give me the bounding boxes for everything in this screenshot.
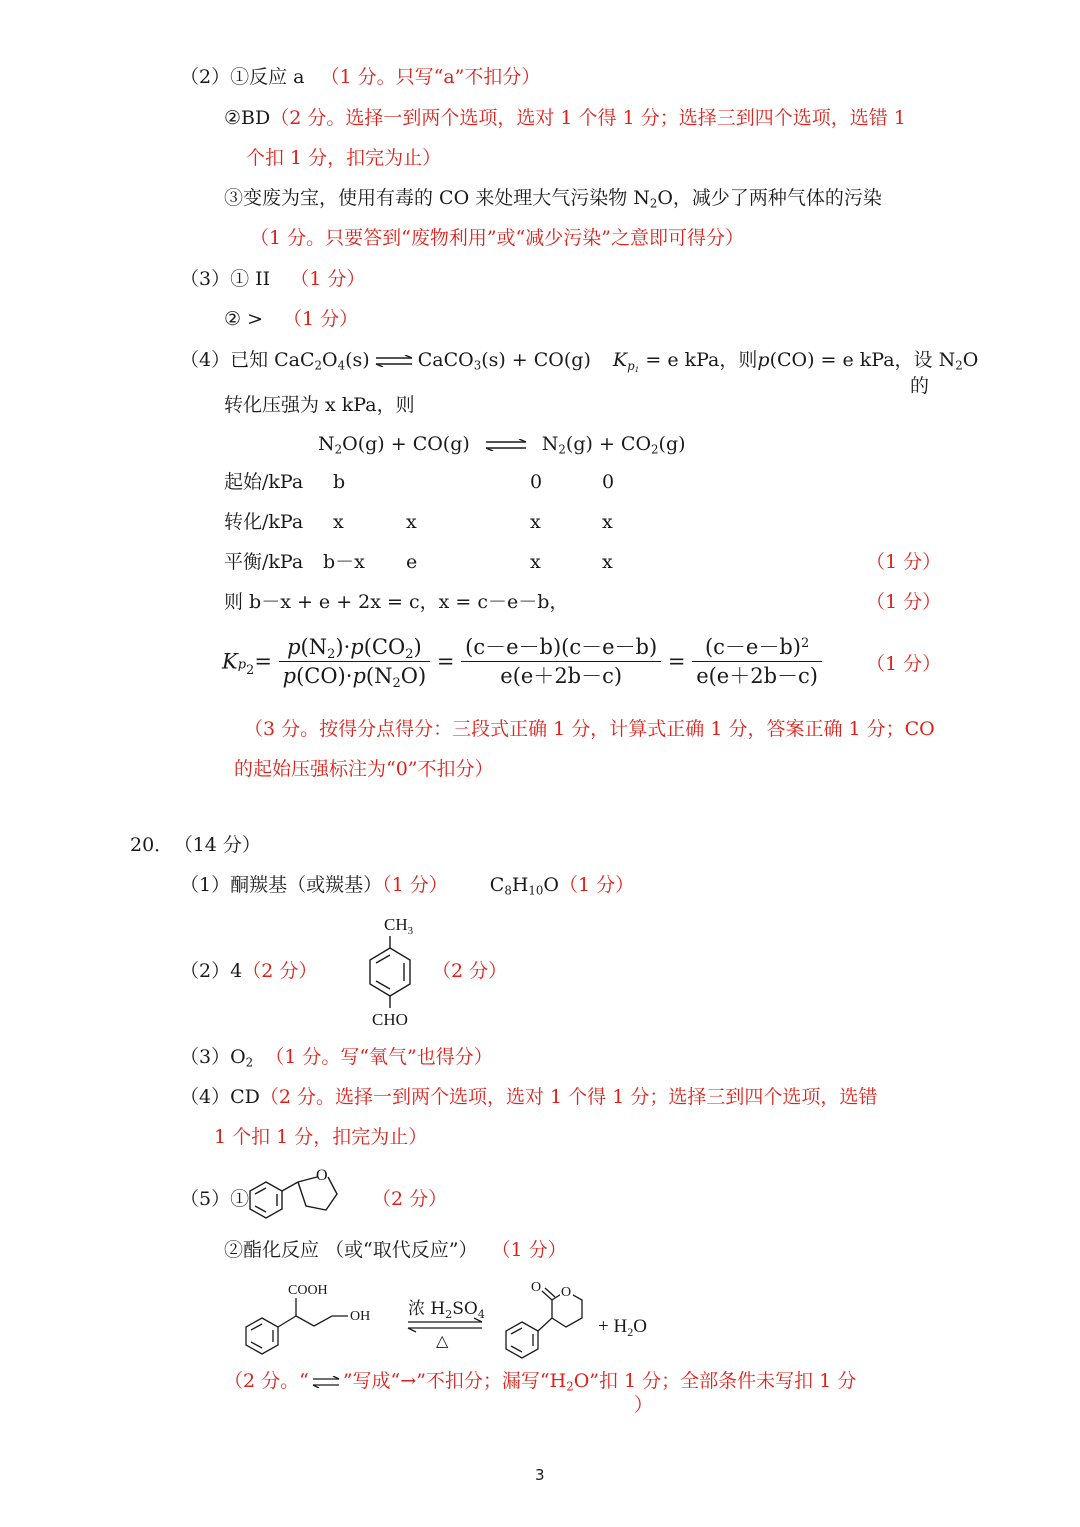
- kp2-fraction-2: $\frac{(c-e-b)(c-e-b)}{e(e+2b-c)}$: [461, 633, 661, 691]
- q19-p4-n2o: O: [962, 349, 979, 371]
- row-cell: x: [406, 511, 417, 533]
- oh-label: OH: [350, 1309, 371, 1324]
- q20-p3-number: （3）: [180, 1046, 231, 1068]
- lactone-ring-oxygen: O: [561, 1285, 572, 1300]
- page-number: 3: [535, 1466, 545, 1484]
- eq-left-n: N: [318, 433, 335, 455]
- eq-right-n: N: [541, 433, 559, 455]
- kp2-fraction-3: $\frac{(c-e-b)^2}{e(e+2b-c)}$: [692, 633, 822, 691]
- q19-p3-answer2: ② >: [224, 308, 263, 330]
- row-label: 转化/kPa: [224, 511, 304, 533]
- row-cell: x: [602, 551, 613, 573]
- cooh-label: COOH: [288, 1283, 328, 1298]
- q19-p3-line2: [224, 310, 358, 329]
- q19-p4-line2: 转化压强为 x kPa，则: [224, 394, 415, 416]
- row-cell: e: [406, 551, 418, 573]
- carbonyl-oxygen: O: [531, 1280, 542, 1295]
- q20-p5-s1: ①: [230, 1188, 250, 1210]
- p-methylbenzaldehyde-structure: [360, 912, 440, 1030]
- q20-p4: [180, 1088, 877, 1107]
- q19-p2-answer3a: ③变废为宝，使用有毒的 CO 来处理大气污染物 N: [224, 187, 650, 209]
- q20-score: （14 分）: [183, 834, 261, 856]
- q19-p4-solve: 则 b－x + e + 2x = c，x = c－e－b，: [224, 591, 569, 613]
- q20-p5-s2: ②酯化反应 （或“取代反应”）: [224, 1239, 478, 1261]
- q20-p1-formula-note: （1 分）: [558, 874, 635, 896]
- q19-p2-line3: ③变废为宝，使用有毒的 CO 来处理大气污染物 $N_2O$，减少了两种气体的污染: [224, 187, 882, 211]
- kp2-fraction-1: $\frac{p(N_2)\cdot p(CO_2)}{p(CO)\cdot p(N_2O)}$: [279, 633, 431, 691]
- q20-p5-line1: [180, 1190, 249, 1209]
- equilibrium-arrow-icon: [311, 1376, 341, 1388]
- q20-p4-note-a: （2 分。选择一到两个选项，选对 1 个得 1 分；选择三到四个选项，选错: [259, 1086, 878, 1108]
- q19-p4-state: (s): [345, 349, 370, 371]
- q19-p2-line1: [180, 68, 540, 87]
- row-eq-note: （1 分）: [866, 551, 942, 573]
- row-label: 平衡/kPa: [224, 551, 304, 573]
- q20-p3-note: （1 分。写“氧气”也得分）: [265, 1046, 493, 1068]
- q20-p3: $(3)O_2$ （1 分。写“氧气”也得分）: [180, 1046, 493, 1070]
- q20-p2-struct-note: （2 分）: [432, 960, 508, 982]
- heat-symbol: △: [436, 1331, 449, 1350]
- q20-p3-answer: O: [230, 1046, 246, 1068]
- q19-p3-line1: [180, 270, 365, 289]
- phenyl-tetrahydrofuran-structure: [244, 1160, 344, 1226]
- kp2-formula: $K_{p2}=$ $\frac{p(N_2)\cdot p(CO_2)}{p(CO)\cdot p(N_2O)}$ = $\frac{(c-e-b)(c-e-b)}{e(e+2b-c)}$ = $\frac{(c-e-b)^2}{e(e+2b-c)}$: [222, 633, 822, 691]
- eq-left-rest: O(g) + CO(g): [342, 433, 470, 455]
- final-note-a: （2 分。“: [224, 1370, 309, 1392]
- q20-p1: （1）酮羰基（或羰基）（1 分） $C_8H_{10}O(1$ 分）: [180, 874, 635, 898]
- q19-p4-solve-note: （1 分）: [866, 591, 942, 613]
- q20-p5-final-note-close: ）: [634, 1394, 654, 1416]
- row-cell: x: [530, 551, 541, 573]
- q20-p5-s2-note: （1 分）: [491, 1239, 567, 1261]
- row-cell: 0: [602, 471, 615, 493]
- q19-p2-line2: [224, 109, 906, 128]
- q19-p4-kp-note: （1 分）: [866, 653, 942, 675]
- esterification-reaction-scheme: [240, 1278, 670, 1368]
- final-note-c: O”扣 1 分；全部条件未写扣 1 分: [573, 1370, 857, 1392]
- q19-p3-note1: （1 分）: [290, 268, 366, 290]
- row-cell: x: [602, 511, 613, 533]
- q20-p1-note: （1 分）: [382, 874, 448, 896]
- q19-p2-answer3b: O，减少了两种气体的污染: [657, 187, 882, 209]
- eq-right-end: (g): [658, 433, 686, 455]
- q19-p2-note1: （1 分。只写“a”不扣分）: [320, 66, 541, 88]
- q20-p2-number: （2）: [180, 960, 231, 982]
- q20-p2: [180, 962, 317, 981]
- final-note-b: ”写成“→”不扣分；漏写“H: [342, 1370, 567, 1392]
- q20-p5-number: （5）: [180, 1188, 231, 1210]
- q19-p3-note2: （1 分）: [283, 308, 359, 330]
- q19-p4-product: CaCO: [417, 349, 474, 371]
- q19-p4-final-note-b: 的起始压强标注为“0”不扣分）: [234, 758, 494, 780]
- q19-p2-answer1: ①反应 a: [230, 66, 305, 88]
- water-product: + $H_2O$: [598, 1316, 647, 1339]
- q19-p2-number: （2）: [180, 66, 231, 88]
- equilibrium-arrow-icon: [374, 355, 414, 367]
- q20-p1-number: （1）: [180, 874, 231, 896]
- eq-right-mid: (g) + CO: [565, 433, 652, 455]
- q20-p5-s1-note: （2 分）: [372, 1188, 448, 1210]
- ch3-label: $CH_3$: [384, 915, 414, 937]
- q19-p4-kp-text: = e kPa，则: [645, 349, 758, 371]
- row-label: 起始/kPa: [224, 471, 304, 493]
- q20-p5-final-note: （2 分。“ ”写成“→”不扣分；漏写“$H_2O$”扣 1 分；全部条件未写扣 1 分: [224, 1370, 857, 1394]
- q19-p4-number: （4）: [180, 349, 231, 371]
- row-cell: x: [333, 511, 344, 533]
- q20-p4-number: （4）: [180, 1086, 231, 1108]
- q20-p4-answer: CD: [230, 1086, 260, 1108]
- q20-p2-note: （2 分）: [242, 960, 318, 982]
- row-cell: b－x: [323, 551, 365, 573]
- row-cell: b: [333, 471, 346, 493]
- q20-p1-answer: 酮羰基（或羰基）: [230, 874, 383, 896]
- q20-p5-line2: [224, 1241, 567, 1260]
- q19-p4-product-tail: (s) + CO(g): [481, 349, 591, 371]
- equilibrium-arrow-icon: [484, 439, 528, 451]
- q19-p4-line1: （4）已知 $CaC_2O_4(s)$ CaCO$_3$(s) + CO(g) $K_{p_1} = e$ kPa，则p(CO) = e kPa，设 $N_2O$: [180, 349, 979, 374]
- q20-number: 20．: [130, 834, 174, 856]
- q19-p4-pco-text: (CO) = e kPa，设 N: [769, 349, 956, 371]
- q19-p4-equation: $N_2O(g) + CO(g) N_2(g) + CO_2(g)$: [318, 433, 686, 457]
- q19-p4-de: 的: [910, 375, 930, 397]
- q19-p4-reactant: O: [322, 349, 338, 371]
- q19-p4-final-note-a: （3 分。按得分点得分：三段式正确 1 分，计算式正确 1 分，答案正确 1 分；CO: [244, 718, 935, 740]
- q19-p3-number: （3）: [180, 268, 231, 290]
- cho-label: CHO: [372, 1010, 408, 1029]
- ring-oxygen-label: O: [316, 1167, 328, 1184]
- q20-header: [130, 836, 261, 855]
- q19-p3-answer1: ① II: [230, 268, 271, 290]
- q19-p2-note2b: 个扣 1 分，扣完为止）: [246, 147, 442, 169]
- row-cell: 0: [530, 471, 543, 493]
- q19-p2-note2a: （2 分。选择一到两个选项，选对 1 个得 1 分；选择三到四个选项，选错 1: [270, 107, 906, 129]
- row-cell: x: [530, 511, 541, 533]
- condition-top: 浓 $H_2SO_4$: [408, 1299, 485, 1321]
- q19-p2-note3: （1 分。只要答到“废物利用”或“减少污染”之意即可得分）: [250, 227, 744, 249]
- q19-p2-answer2: ②BD: [224, 107, 271, 129]
- q20-p2-answer: 4: [230, 960, 243, 982]
- q19-p4-known: 已知 CaC: [230, 349, 315, 371]
- q20-p4-note-b: 1 个扣 1 分，扣完为止）: [214, 1126, 428, 1148]
